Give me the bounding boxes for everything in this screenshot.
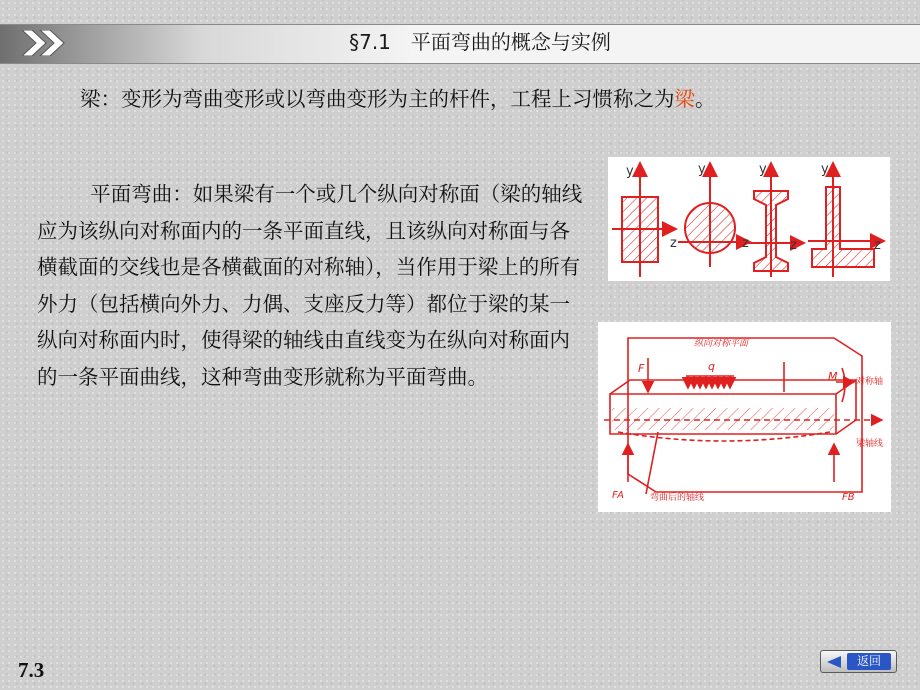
moment-m-label: M (828, 370, 838, 383)
section-title: §7.1 平面弯曲的概念与实例 (349, 30, 611, 54)
page-number: 7.3 (18, 658, 45, 682)
support-a-label: FA (612, 490, 625, 501)
load-q-label: q (708, 360, 715, 373)
axis-y-label: y (759, 162, 767, 177)
axis-z-label: z (790, 238, 797, 253)
axis-y-label: y (626, 164, 634, 179)
back-button[interactable] (820, 650, 897, 673)
axis-y-label: y (821, 162, 829, 177)
plane-bending-paragraph: 平面弯曲：如果梁有一个或几个纵向对称面（梁的轴线应为该纵向对称面内的一条平面直线，且该纵向对称面与各横截面的交线也是各横截面的对称轴），当作用于梁上的所有外力（包括横向外力、力偶、支座反力等）都位于梁的某一纵向对称面内时，使得梁的轴线由直线变为在纵向对称面内的一条平面曲线，这种弯曲变形就称为平面弯曲。 (37, 182, 583, 389)
beam-term-highlight: 梁 (674, 87, 695, 111)
beam-definition-text: 梁：变形为弯曲变形或以弯曲变形为主的杆件，工程上习惯称之为 (80, 87, 675, 111)
curved-axis-label: 弯曲后的轴线 (650, 493, 705, 503)
axis-z-label: z (670, 236, 677, 251)
beam-bending-figure (598, 322, 891, 512)
back-arrow-icon (827, 656, 841, 668)
force-f-label: F (638, 362, 645, 375)
beam-definition (80, 84, 716, 114)
cross-section-figure (608, 157, 890, 281)
support-b-label: FB (842, 492, 855, 503)
back-button-label: 返回 (847, 653, 891, 670)
beam-axis-label: 梁轴线 (856, 439, 884, 449)
beam-definition-end: 。 (695, 87, 716, 111)
axis-y-label: y (698, 162, 706, 177)
symmetry-axis-label: 对称轴 (856, 377, 884, 387)
axis-z-label: z (742, 236, 749, 251)
plane-label: 纵向对称平面 (694, 339, 749, 349)
axis-z-label: z (874, 238, 881, 253)
